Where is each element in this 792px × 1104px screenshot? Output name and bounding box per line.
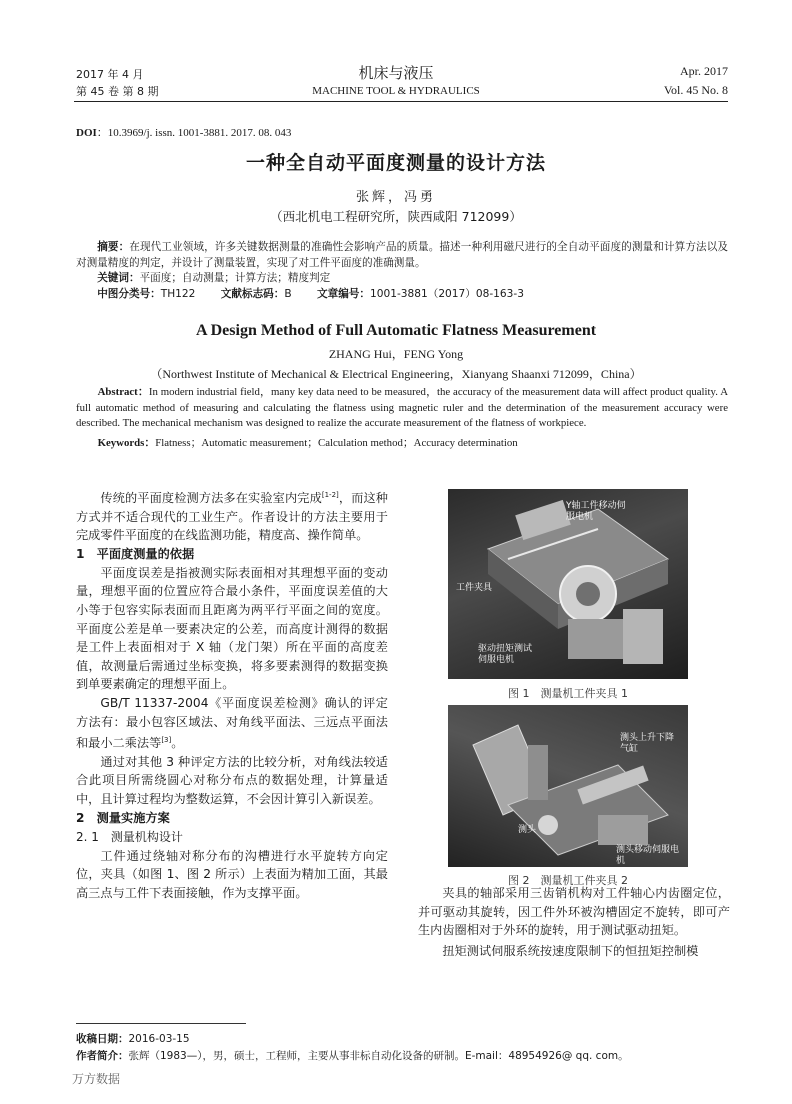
abstract-en-text: In modern industrial field，many key data need to be measured，the accuracy of the measurement data will affect product quality. A full automatic method of measuring and calculating the flatness using magnetic ruler and the determination of the measurement accuracy were described. The mechanical mechanism was designed to realize the accurate measurement of the flatness of workpiece. xyxy=(76,386,728,430)
right-column-p1: 夹具的轴部采用三齿销机构对工件轴心内齿圈定位，并可驱动其旋转，因工件外环被沟槽固定不旋转，即可产生内齿圈相对于外环的旋转，用于测试驱动扭矩。 xyxy=(418,886,730,938)
article-number-value: 1001-3881（2017）08-163-3 xyxy=(369,287,524,300)
section-2-1-p1: 工件通过绕轴对称分布的沟槽进行水平旋转方向定位，夹具（如图 1、图 2 所示）上表面为精加工面，其最高三点与工件下表面接触，作为支撑平面。 xyxy=(76,848,388,900)
received-value: 2016-03-15 xyxy=(128,1033,190,1045)
figure-2-label-cylinder: 测头上升下降气缸 xyxy=(620,733,675,754)
abstract-cn-text: 在现代工业领域，许多关键数据测量的准确性会影响产品的质量。描述一种利用磁尺进行的全自动平面度的测量和计算方法以及对测量精度的判定，并设计了测量装置，实现了对工件平面度的准确测量。 xyxy=(76,241,729,269)
header-date-cn: 2017 年 4 月 xyxy=(76,68,144,81)
clc-label: 中图分类号： xyxy=(97,287,161,300)
abstract-cn-label: 摘要： xyxy=(97,241,130,253)
received-label: 收稿日期： xyxy=(76,1033,129,1045)
intro-text-rest: ，而这种方式并不适合现代的工业生产。作者设计的方法主要用于完成零件平面度的在线监测功能，精度高、操作简单。 xyxy=(76,491,388,543)
title-en: A Design Method of Full Automatic Flatness Measurement xyxy=(195,322,597,339)
figure-2-drawing xyxy=(448,705,688,867)
author-bio-value: 张辉（1983—），男，硕士，工程师，主要从事非标自动化设备的研制。E-mail：48954926@ qq. com。 xyxy=(128,1050,629,1062)
left-column xyxy=(76,486,388,902)
doi-label: DOI xyxy=(76,127,97,139)
abstract-en xyxy=(76,385,728,451)
header-date-en: Apr. 2017 xyxy=(680,64,728,78)
footnote-rule xyxy=(76,1023,246,1024)
article-number-label: 文章编号： xyxy=(317,287,370,300)
section-1-p2-end: 。 xyxy=(171,736,184,751)
authors-en: ZHANG Hui，FENG Yong xyxy=(328,347,464,361)
doc-code-label: 文献标志码： xyxy=(220,287,285,300)
section-1-p1: 平面度误差是指被测实际表面相对其理想平面的变动量，理想平面的位置应符合最小条件，平面度误差值的大小等于包容实际表面而且距离为两平行平面之间的宽度。平面度公差是单一要素决定的公差，而高度计测得的数据是工件上表面相对于 X 轴（龙门架）所在平面的高度差值，故测量后需通过坐标变换，将多要素测得的数据变换到单要素确定的理想平面上。 xyxy=(76,565,388,692)
header-volume-en: Vol. 45 No. 8 xyxy=(663,83,728,97)
figure-1-label-motor-y: Y轴工件移动伺服电机 xyxy=(566,501,626,522)
keywords-en-label: Keywords： xyxy=(97,436,156,449)
figure-2-image xyxy=(448,705,688,867)
title-cn: 一种全自动平面度测量的设计方法 xyxy=(245,152,546,174)
figure-2-label-probe-motor: 测头移动伺服电机 xyxy=(616,845,680,866)
intro-ref: [1-2] xyxy=(321,491,339,499)
keywords-cn-label: 关键词： xyxy=(97,272,140,284)
header-rule xyxy=(74,101,728,102)
affiliation-cn: （西北机电工程研究所，陕西咸阳 712099） xyxy=(270,209,522,224)
section-1-p3: 通过对其他 3 种评定方法的比较分析，对角线法较适合此项目所需绕圆心对称分布点的数据处理，计算量适中，且计算过程均为整数运算，不会因计算引入新误差。 xyxy=(76,754,388,807)
doc-code-value: B xyxy=(284,287,292,300)
journal-title-cn: 机床与液压 xyxy=(358,64,434,82)
right-column xyxy=(418,884,730,960)
classification-line xyxy=(76,287,728,303)
figure-1-label-fixture: 工件夹具 xyxy=(456,583,493,593)
doi-value: 10.3969/j. issn. 1001-3881. 2017. 08. 043 xyxy=(107,127,292,139)
clc-value: TH122 xyxy=(160,287,196,300)
section-1-heading: 1 平面度测量的依据 xyxy=(76,546,195,561)
abstract-cn xyxy=(76,240,728,302)
footnote xyxy=(76,1031,728,1065)
section-1-p2: GB/T 11337-2004《平面度误差检测》确认的评定方法有：最小包容区域法、对角线平面法、三远点平面法和最小二乘法等 xyxy=(76,696,388,751)
abstract-en-label: Abstract： xyxy=(97,386,149,398)
intro-text: 传统的平面度检测方法多在实验室内完成 xyxy=(100,491,322,506)
figure-1-caption: 图 1 测量机工件夹具 1 xyxy=(508,687,628,700)
figure-2-caption: 图 2 测量机工件夹具 2 xyxy=(508,874,628,887)
watermark: 万方数据 xyxy=(72,1072,121,1086)
section-2-1-heading: 2. 1 测量机构设计 xyxy=(76,829,183,844)
keywords-en-text: Flatness；Automatic measurement；Calculation method；Accuracy determination xyxy=(155,436,518,449)
author-bio-label: 作者简介： xyxy=(76,1050,129,1062)
figure-1-label-torque: 驱动扭矩测试伺服电机 xyxy=(478,644,533,665)
figure-1-image xyxy=(448,489,688,679)
figure-2-label-probe: 测头 xyxy=(518,825,537,835)
authors-cn: 张辉，冯勇 xyxy=(355,190,436,205)
right-column-p2: 扭矩测试伺服系统按速度限制下的恒扭矩控制模 xyxy=(442,943,699,958)
affiliation-en: （Northwest Institute of Mechanical & Electrical Engineering，Xianyang Shaanxi 712099，China） xyxy=(150,367,642,381)
section-2-heading: 2 测量实施方案 xyxy=(76,810,170,825)
journal-title-en: MACHINE TOOL & HYDRAULICS xyxy=(312,85,480,97)
section-1-p2-ref: [3] xyxy=(161,736,172,745)
keywords-cn-text: 平面度；自动测量；计算方法；精度判定 xyxy=(139,272,331,284)
doi-line: DOI：10.3969/j. issn. 1001-3881. 2017. 08. 043 xyxy=(76,127,292,139)
header-volume-cn: 第 45 卷 第 8 期 xyxy=(76,85,159,98)
